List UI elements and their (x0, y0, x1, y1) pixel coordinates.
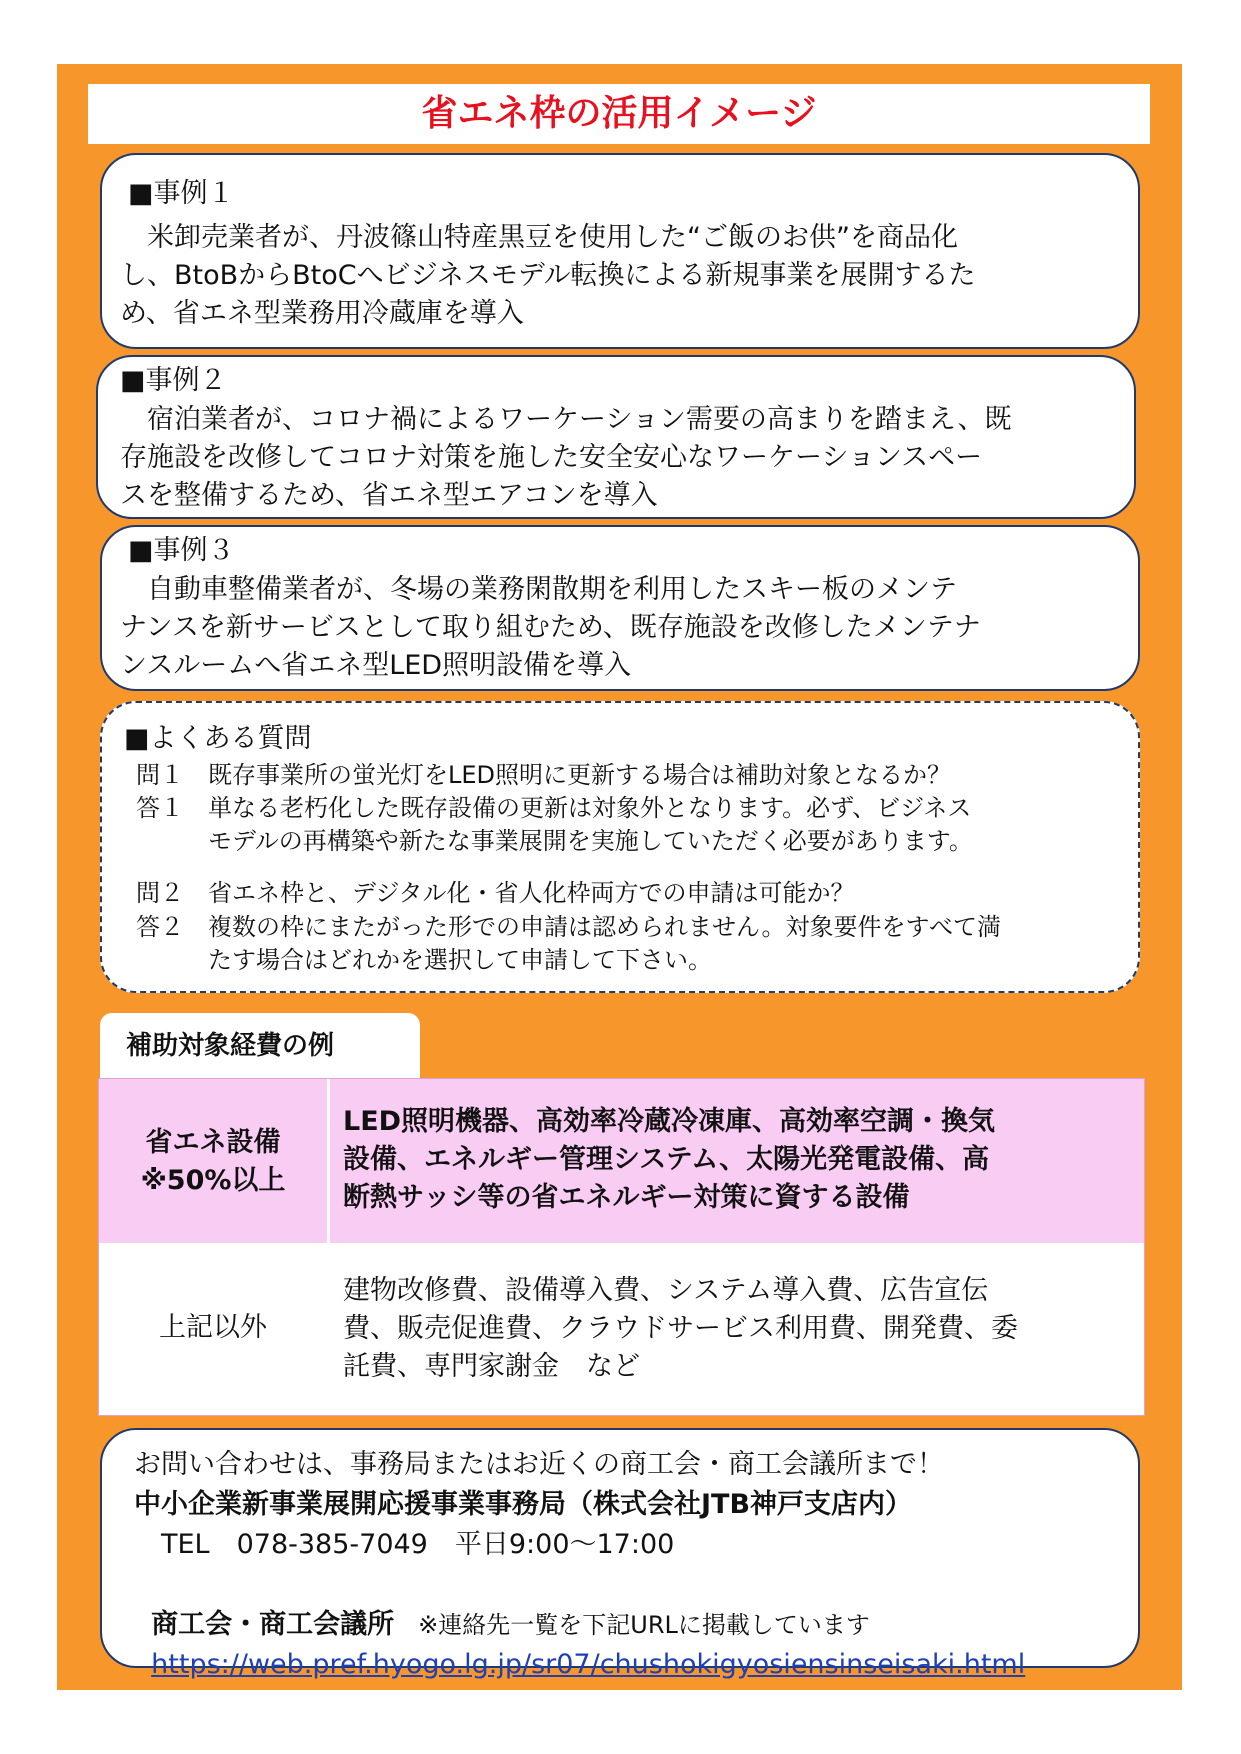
energy-item-line-3: 断熱サッシ等の省エネルギー対策に資する設備 (343, 1182, 910, 1213)
case-2-line-2: 存施設を改修してコロナ対策を施した安全安心なワーケーションスペー (120, 442, 983, 473)
faq-heading: ■よくある質問 (124, 723, 312, 754)
energy-label-line-2: ※50%以上 (140, 1165, 286, 1196)
energy-item-line-1: LED照明機器、高効率冷蔵冷凍庫、高効率空調・換気 (343, 1106, 996, 1137)
contact-phone: TEL 078-385-7049 平日9:00～17:00 (134, 1529, 675, 1560)
case-2-line-3: スを整備するため、省エネ型エアコンを導入 (120, 480, 658, 511)
faq-a1-line-1: 答１ 単なる老朽化した既存設備の更新は対象外となります。必ず、ビジネス (136, 794, 972, 822)
other-item-line-1: 建物改修費、設備導入費、システム導入費、広告宣伝 (343, 1275, 989, 1306)
other-item-line-3: 託費、専門家謝金 など (343, 1351, 640, 1382)
contact-url-line (134, 1608, 1025, 1684)
faq-a1-line-2: モデルの再構築や新たな事業展開を実施していただく必要があります。 (136, 827, 973, 855)
other-item-line-2: 費、販売促進費、クラウドサービス利用費、開発費、委 (343, 1313, 1018, 1344)
faq-a2-line-1: 答２ 複数の枠にまたがった形での申請は認められません。対象要件をすべて満 (136, 913, 1001, 941)
case-1-line-1: 米卸売業者が、丹波篠山特産黒豆を使用した“ご飯のお供”を商品化 (120, 222, 958, 253)
contact-intro: お問い合わせは、事務局またはお近くの商工会・商工会議所まで！ (134, 1449, 944, 1480)
energy-label-line-1: 省エネ設備 (145, 1127, 281, 1158)
case-3-heading: ■事例３ (128, 535, 235, 566)
faq-q2: 問２ 省エネ枠と、デジタル化・省人化枠両方での申請は可能か？ (136, 879, 855, 907)
energy-item-line-2: 設備、エネルギー管理システム、太陽光発電設備、高 (343, 1144, 990, 1175)
case-1-line-2: し、BtoBからBtoCへビジネスモデル転換による新規事業を展開するた (120, 260, 976, 291)
contact-office: 中小企業新事業展開応援事業事務局（株式会社JTB神戸支店内） (134, 1489, 913, 1520)
case-3-line-1: 自動車整備業者が、冬場の業務閑散期を利用したスキー板のメンテ (120, 574, 957, 605)
chamber-note: ※連絡先一覧を下記URLに掲載しています (394, 1611, 870, 1639)
case-1-heading: ■事例１ (128, 178, 235, 209)
expense-tab-label: 補助対象経費の例 (100, 1013, 420, 1079)
chamber-label: 商工会・商工会議所 (151, 1609, 395, 1640)
case-1-line-3: め、省エネ型業務用冷蔵庫を導入 (120, 298, 524, 329)
case-3-line-3: ンスルームへ省エネ型LED照明設備を導入 (120, 650, 632, 681)
faq-q1: 問１ 既存事業所の蛍光灯をLED照明に更新する場合は補助対象となるか？ (136, 761, 952, 789)
column-divider (327, 1079, 330, 1415)
case-2-line-1: 宿泊業者が、コロナ禍によるワーケーション需要の高まりを踏まえ、既 (120, 404, 1012, 435)
expense-table (98, 1078, 1145, 1416)
other-label: 上記以外 (159, 1312, 267, 1343)
case-3-line-2: ナンスを新サービスとして取り組むため、既存施設を改修したメンテナ (120, 612, 981, 643)
page-title: 省エネ枠の活用イメージ (88, 84, 1150, 144)
faq-a2-line-2: たす場合はどれかを選択して申請して下さい。 (136, 946, 712, 974)
contact-url-link[interactable]: https://web.pref.hyogo.lg.jp/sr07/chushokigyosiensinseisaki.html (151, 1649, 1026, 1680)
case-2-heading: ■事例２ (120, 365, 227, 396)
